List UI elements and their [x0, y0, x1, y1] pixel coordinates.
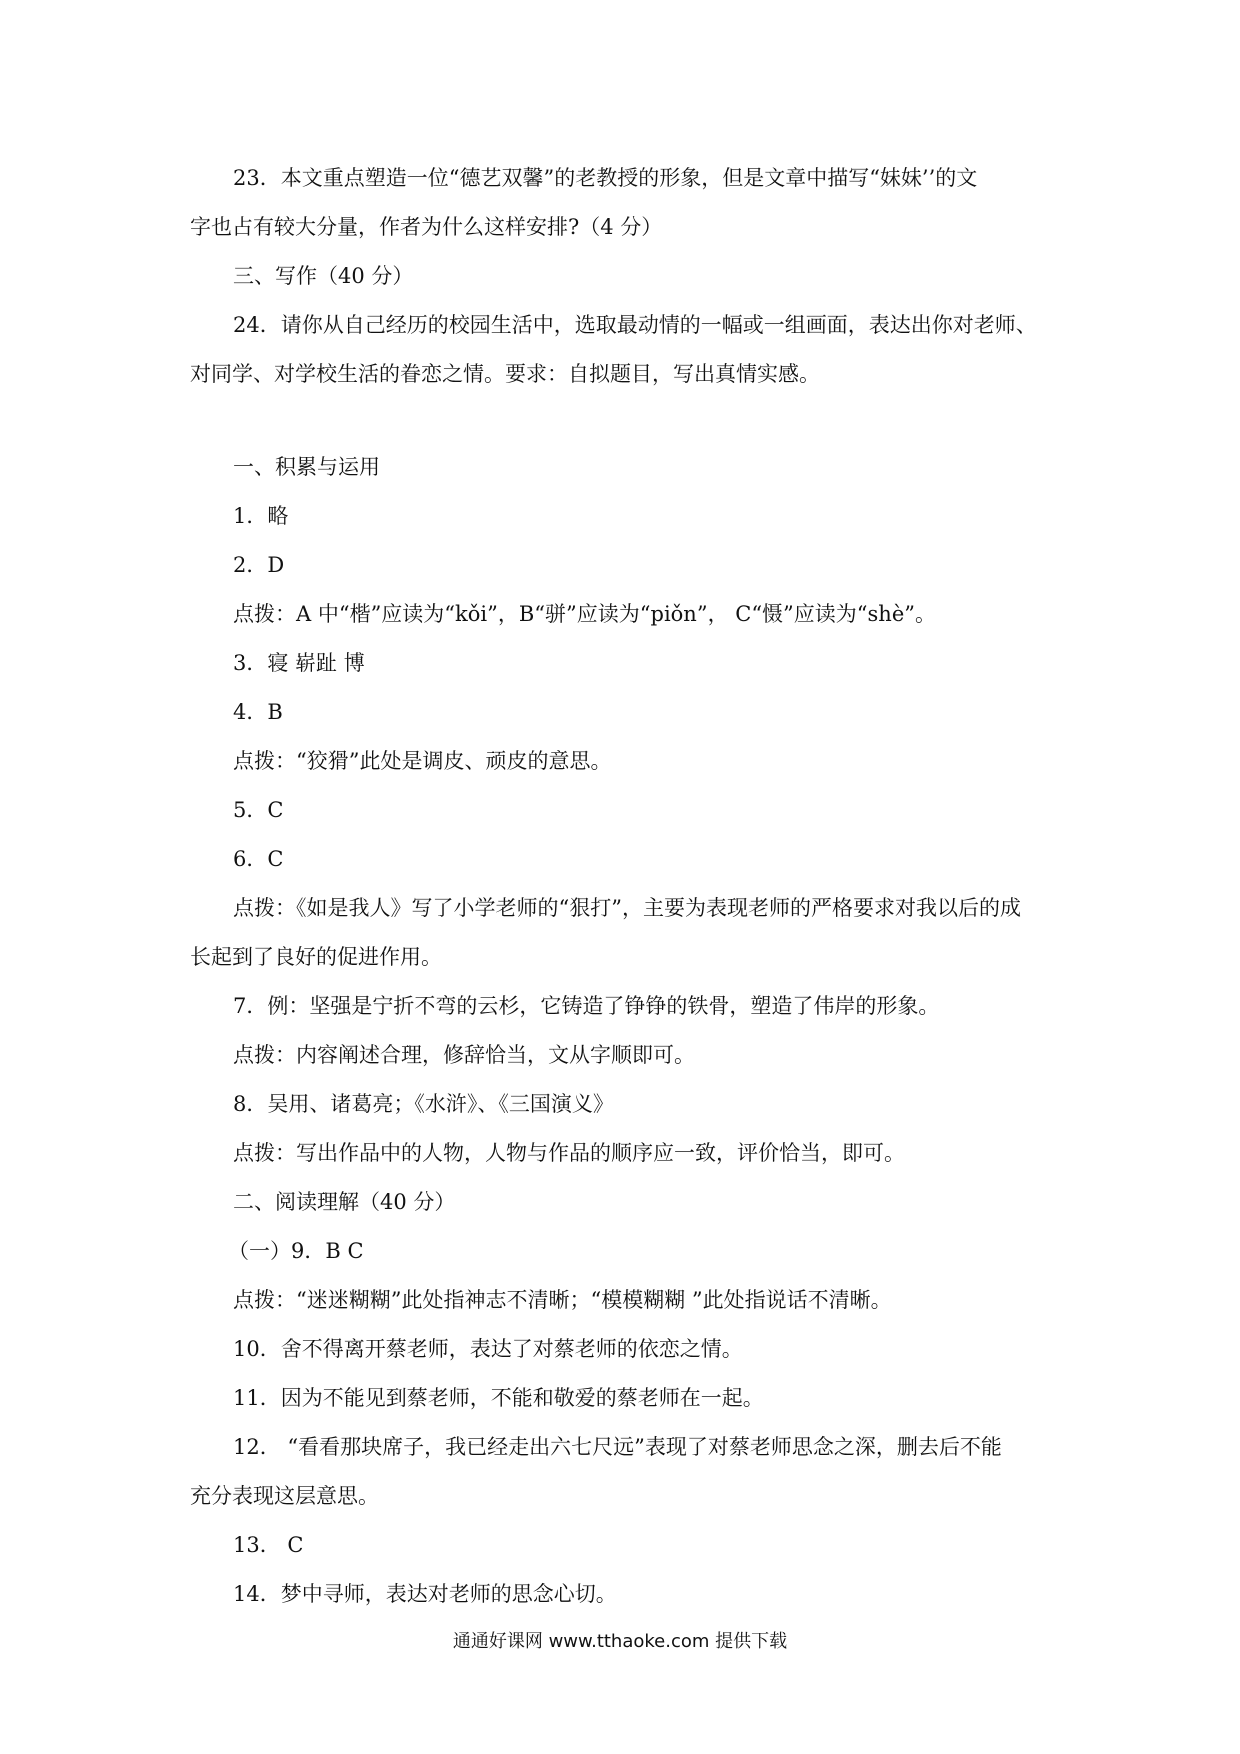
- answer-5: 5．C: [233, 798, 284, 822]
- answer-6-hint-line-1: 点拨：《如是我人》写了小学老师的“狠打”，主要为表现老师的严格要求对我以后的成: [233, 896, 1021, 920]
- answer-9-hint: 点拨：“迷迷糊糊”此处指神志不清晰；“模模糊糊 ”此处指说话不清晰。: [233, 1288, 892, 1312]
- page-footer: 通通好课网 www.tthaoke.com 提供下载: [452, 1631, 788, 1652]
- answer-14: 14．梦中寻师，表达对老师的思念心切。: [233, 1582, 617, 1606]
- question-24-line-2: 对同学、对学校生活的眷恋之情。要求：自拟题目，写出真情实感。: [190, 362, 820, 386]
- answer-6: 6．C: [233, 847, 284, 871]
- question-24-line-1: 24．请你从自己经历的校园生活中，选取最动情的一幅或一组画面，表达出你对老师、: [233, 313, 1037, 337]
- section-writing-heading: 三、写作（40 分）: [233, 264, 414, 288]
- answer-2: 2．D: [233, 553, 285, 577]
- answer-6-hint-line-2: 长起到了良好的促进作用。: [190, 945, 442, 969]
- answer-12-line-2: 充分表现这层意思。: [190, 1484, 379, 1508]
- answer-1: 1．略: [233, 504, 289, 528]
- answer-section-2-heading: 二、阅读理解（40 分）: [233, 1190, 456, 1214]
- answer-9: （一）9．B C: [228, 1239, 364, 1263]
- answer-12-line-1: 12． “看看那块席子，我已经走出六七尺远”表现了对蔡老师思念之深，删去后不能: [233, 1435, 1002, 1459]
- answer-10: 10．舍不得离开蔡老师，表达了对蔡老师的依恋之情。: [233, 1337, 743, 1361]
- question-23-line-2: 字也占有较大分量，作者为什么这样安排?（4 分）: [190, 215, 663, 239]
- answer-2-hint: 点拨：A 中“楷”应读为“kǒi”，B“骈”应读为“piǒn”， C“慑”应读为“shè”。: [233, 602, 936, 626]
- question-23-line-1: 23．本文重点塑造一位“德艺双馨”的老教授的形象，但是文章中描写“妹妹’’的文: [233, 166, 978, 190]
- answer-4-hint: 点拨：“狡猾”此处是调皮、顽皮的意思。: [233, 749, 612, 773]
- answer-8-hint: 点拨：写出作品中的人物，人物与作品的顺序应一致，评价恰当，即可。: [233, 1141, 905, 1165]
- answer-7-hint: 点拨：内容阐述合理，修辞恰当，文从字顺即可。: [233, 1043, 695, 1067]
- answer-7: 7．例：坚强是宁折不弯的云杉，它铸造了铮铮的铁骨，塑造了伟岸的形象。: [233, 994, 940, 1018]
- answer-section-1-heading: 一、积累与运用: [233, 455, 380, 479]
- answer-4: 4．B: [233, 700, 283, 724]
- answer-8: 8．吴用、诸葛亮；《水浒》、《三国演义》: [233, 1092, 614, 1116]
- answer-11: 11．因为不能见到蔡老师，不能和敬爱的蔡老师在一起。: [233, 1386, 764, 1410]
- answer-13: 13． C: [233, 1533, 304, 1557]
- answer-3: 3．寝 崭趾 博: [233, 651, 365, 675]
